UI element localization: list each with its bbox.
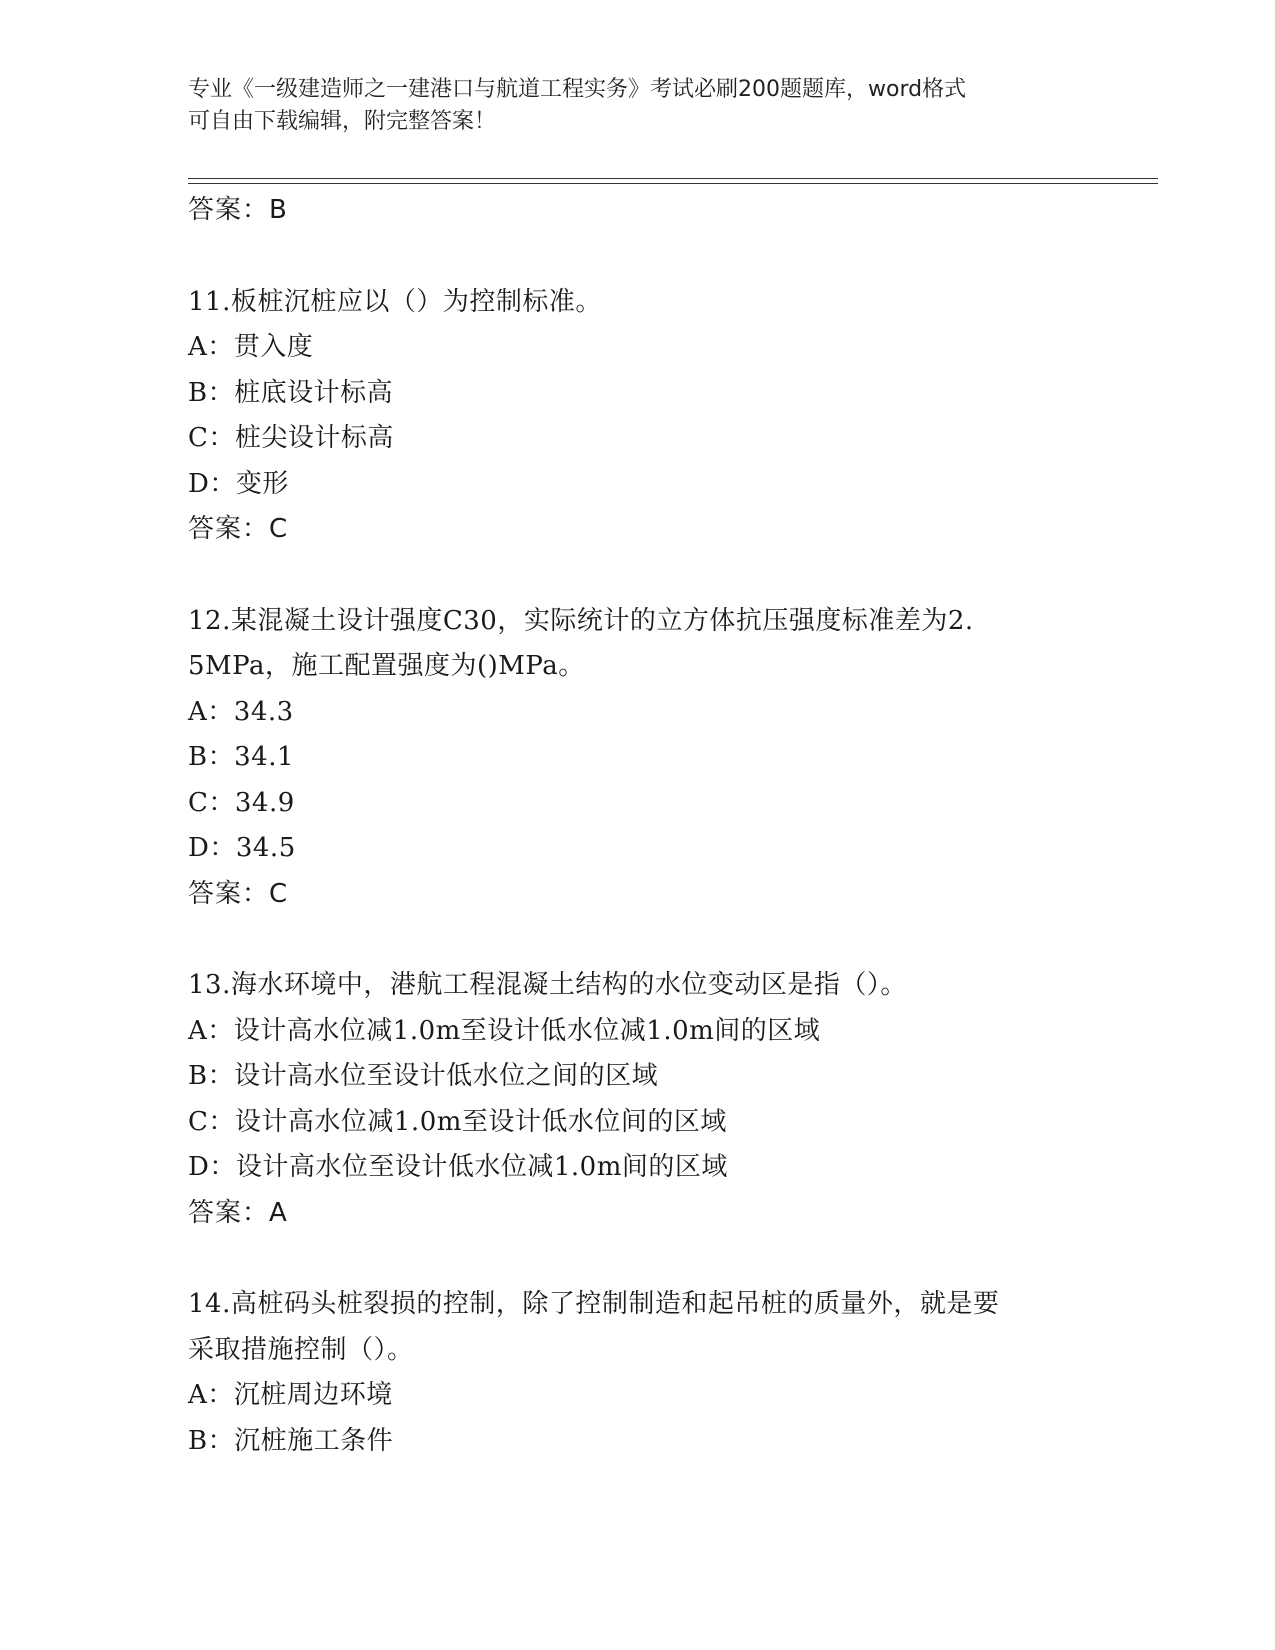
spacer (188, 917, 1088, 963)
option-a: A：沉桩周边环境 (188, 1380, 393, 1410)
option-d: D：设计高水位至设计低水位减1.0m间的区域 (188, 1152, 728, 1182)
option-a: A：贯入度 (188, 332, 314, 362)
spacer (188, 553, 1088, 599)
spacer (188, 1236, 1088, 1282)
question-block (188, 963, 1088, 1236)
question-stem-continued: 5MPa，施工配置强度为()MPa。 (188, 651, 585, 681)
question-list (188, 188, 1088, 1464)
option-b: B：沉桩施工条件 (188, 1425, 394, 1456)
question-stem-continued: 采取措施控制（）。 (188, 1334, 414, 1365)
spacer (188, 234, 1088, 280)
option-c: C：桩尖设计标高 (188, 423, 394, 453)
question-block (188, 1282, 1088, 1464)
answer-line: 答案：C (188, 878, 289, 909)
option-c: C：34.9 (188, 787, 295, 818)
header-line-2: 可自由下载编辑，附完整答案！ (188, 109, 497, 134)
option-a: A：设计高水位减1.0m至设计低水位减1.0m间的区域 (188, 1015, 821, 1046)
question-stem: 11.板桩沉桩应以（）为控制标准。 (188, 286, 602, 317)
question-block (188, 599, 1088, 918)
header-line-1: 专业《一级建造师之一建港口与航道工程实务》考试必刷200题题库，word格式 (188, 77, 967, 102)
question-block (188, 280, 1088, 553)
answer-line: 答案：C (188, 514, 289, 544)
answer-line: 答案：A (188, 1197, 288, 1228)
option-b: B：桩底设计标高 (188, 377, 394, 408)
question-stem: 14.高桩码头桩裂损的控制，除了控制制造和起吊桩的质量外，就是要 (188, 1289, 1000, 1319)
option-d: D：变形 (188, 468, 289, 499)
option-c: C：设计高水位减1.0m至设计低水位间的区域 (188, 1106, 727, 1137)
option-a: A：34.3 (188, 696, 294, 727)
option-b: B：设计高水位至设计低水位之间的区域 (188, 1061, 659, 1091)
question-stem: 13.海水环境中，港航工程混凝土结构的水位变动区是指（）。 (188, 970, 907, 1000)
header-divider (188, 178, 1158, 184)
option-d: D：34.5 (188, 833, 296, 863)
document-header (188, 74, 1068, 138)
option-b: B：34.1 (188, 742, 294, 772)
answer-line: 答案：B (188, 195, 288, 225)
question-stem: 12.某混凝土设计强度C30，实际统计的立方体抗压强度标准差为2. (188, 605, 974, 636)
